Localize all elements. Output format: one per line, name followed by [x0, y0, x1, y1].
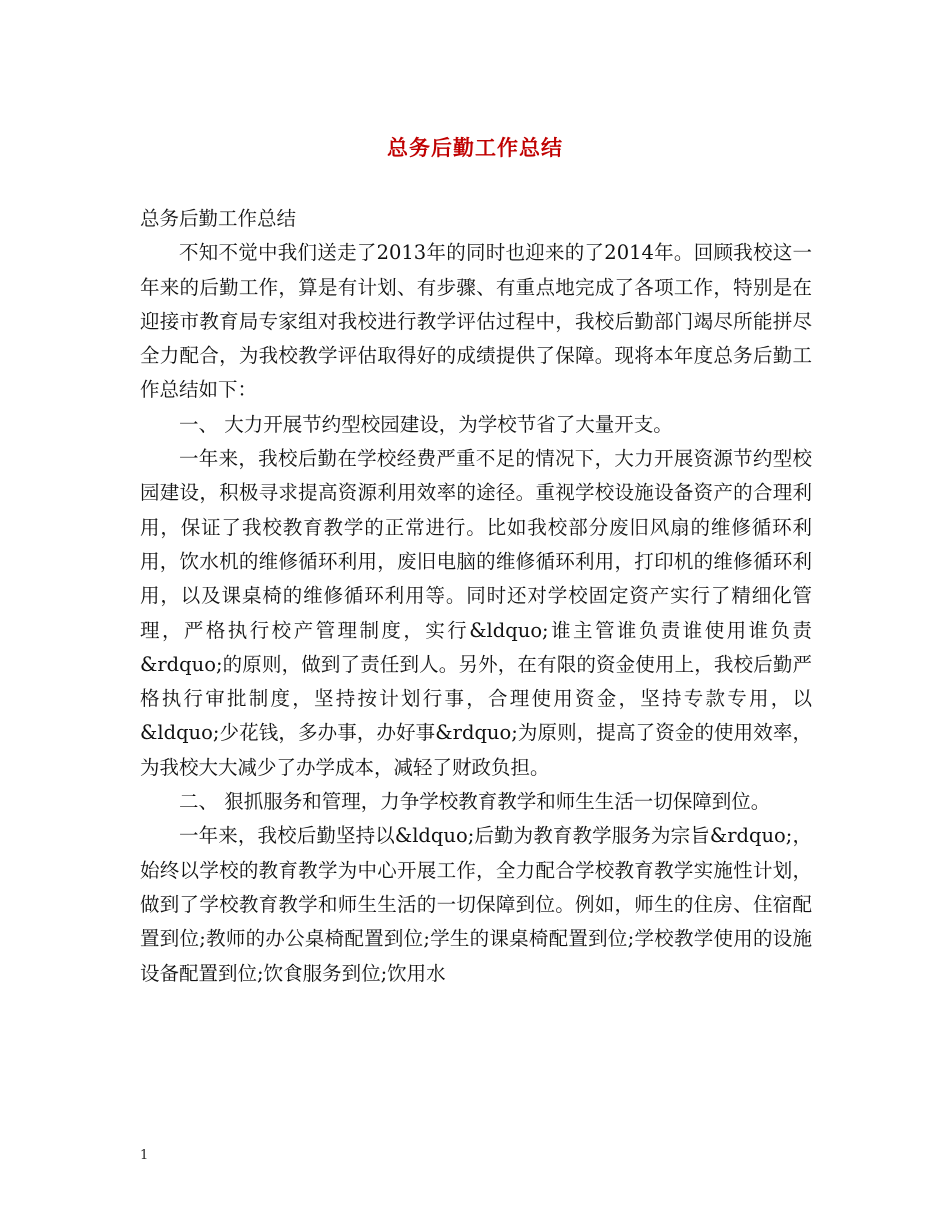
document-body [140, 202, 812, 991]
document-subtitle: 总务后勤工作总结 [140, 207, 297, 230]
page-number: 1 [140, 1148, 149, 1163]
paragraph-section-two: 一年来，我校后勤坚持以&ldquo;后勤为教育教学服务为宗旨&rdquo;，始终以学校的教育教学为中心开展工作，全力配合学校教育教学实施性计划，做到了学校教育教学和师生生活的一切保障到位。例如，师生的住房、住宿配置到位;教师的办公桌椅配置到位;学生的课桌椅配置到位;学校教学使用的设施设备配置到位;饮食服务到位;饮用水 [140, 824, 812, 985]
document-title: 总务后勤工作总结 [387, 136, 563, 160]
paragraph-intro: 不知不觉中我们送走了2013年的同时也迎来的了2014年。回顾我校这一年来的后勤工作，算是有计划、有步骤、有重点地完成了各项工作，特别是在迎接市教育局专家组对我校进行教学评估过程中，我校后勤部门竭尽所能拼尽全力配合，为我校教学评估取得好的成绩提供了保障。现将本年度总务后勤工作总结如下： [140, 241, 812, 402]
section-heading-two: 二、 狠抓服务和管理，力争学校教育教学和师生生活一切保障到位。 [179, 790, 771, 814]
section-heading-one: 一、 大力开展节约型校园建设，为学校节省了大量开支。 [179, 412, 673, 436]
paragraph-section-one: 一年来，我校后勤在学校经费严重不足的情况下，大力开展资源节约型校园建设，积极寻求提高资源利用效率的途径。重视学校设施设备资产的合理利用，保证了我校教育教学的正常进行。比如我校部分废旧风扇的维修循环利用，饮水机的维修循环利用，废旧电脑的维修循环利用，打印机的维修循环利用，以及课桌椅的维修循环利用等。同时还对学校固定资产实行了精细化管理，严格执行校产管理制度，实行&ldquo;谁主管谁负责谁使用谁负责&rdquo;的原则，做到了责任到人。另外，在有限的资金使用上，我校后勤严格执行审批制度，坚持按计划行事，合理使用资金，坚持专款专用，以&ldquo;少花钱，多办事，办好事&rdquo;为原则，提高了资金的使用效率，为我校大大减少了办学成本，减轻了财政负担。 [140, 447, 812, 779]
